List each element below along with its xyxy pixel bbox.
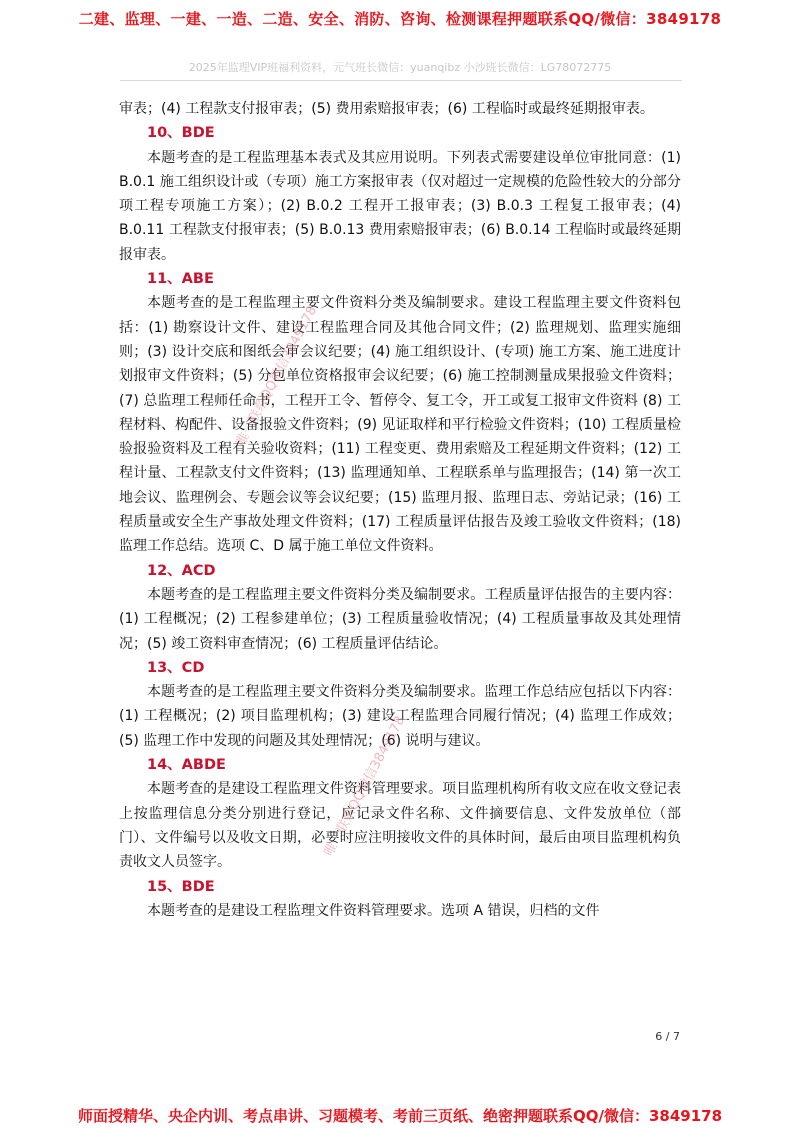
- answer-heading-12: 12、ACD: [147, 562, 216, 579]
- explanation-14: 本题考查的是建设工程监理文件资料管理要求。项目监理机构所有收文应在收文登记表上按监理信息分类分别进行登记，应记录文件名称、文件摘要信息、文件发放单位（部门）、文件编号以及收文日期，必要时应注明接收文件的具体时间，最后由项目监理机构负责收文人员签字。: [119, 781, 681, 871]
- answer-heading-13: 13、CD: [147, 659, 205, 676]
- top-banner: 二建、监理、一建、一造、二造、安全、消防、咨询、检测课程押题联系QQ/微信：3849178: [78, 10, 722, 28]
- document-body: [119, 97, 681, 923]
- paragraph-continued: 审表；(4) 工程款支付报审表；(5) 费用索赔报审表；(6) 工程临时或最终延期报审表。: [119, 101, 654, 117]
- explanation-12: 本题考查的是工程监理主要文件资料分类及编制要求。工程质量评估报告的主要内容：(1) 工程概况；(2) 工程参建单位；(3) 工程质量验收情况；(4) 工程质量事故及其处理情况；(5) 竣工资料审查情况；(6) 工程质量评估结论。: [119, 586, 681, 652]
- explanation-11: 本题考查的是工程监理主要文件资料分类及编制要求。建设工程监理主要文件资料包括：(1) 勘察设计文件、建设工程监理合同及其他合同文件；(2) 监理规划、监理实施细则；(3) 设计交底和图纸会审会议纪要；(4) 施工组织设计、(专项) 施工方案、施工进度计划报审文件资料；(5) 分包单位资格报审会议纪要；(6) 施工控制测量成果报验文件资料；(7) 总监理工程师任命书，工程开工令、暂停令、复工令，开工或复工报审文件资料 (8) 工程材料、构配件、设备报验文件资料；(9) 见证取样和平行检验文件资料；(10) 工程质量检验报验资料及工程有关验收资料；(11) 工程变更、费用索赔及工程延期文件资料；(12) 工程计量、工程款支付文件资料；(13) 监理通知单、工程联系单与监理报告；(14) 第一次工地会议、监理例会、专题会议等会议纪要；(15) 监理月报、监理日志、旁站记录；(16) 工程质量或安全生产事故处理文件资料；(17) 工程质量评估报告及竣工验收文件资料；(18) 监理工作总结。选项 C、D 属于施工单位文件资料。: [119, 295, 681, 555]
- answer-heading-11: 11、ABE: [147, 271, 214, 288]
- explanation-15: 本题考查的是建设工程监理文件资料管理要求。选项 A 错误，归档的文件: [147, 902, 600, 919]
- watermark-lower: 唯一联系QQ微信3849178: [321, 713, 409, 859]
- answer-heading-14: 14、ABDE: [147, 757, 226, 774]
- watermark: 唯一联系QQ微信3849178: [233, 303, 321, 449]
- header-divider: [120, 80, 682, 81]
- explanation-13: 本题考查的是工程监理主要文件资料分类及编制要求。监理工作总结应包括以下内容：(1) 工程概况；(2) 项目监理机构；(3) 建设工程监理合同履行情况；(4) 监理工作成效；(5) 监理工作中发现的问题及其处理情况；(6) 说明与建议。: [119, 684, 681, 749]
- answer-heading-15: 15、BDE: [147, 878, 215, 895]
- bottom-banner: 师面授精华、央企内训、考点串讲、习题模考、考前三页纸、绝密押题联系QQ/微信：3849178: [77, 1107, 723, 1125]
- page-number: 6 / 7: [655, 1030, 680, 1043]
- explanation-10: 本题考查的是工程监理基本表式及其应用说明。下列表式需要建设单位审批同意：(1) B.0.1 施工组织设计或（专项）施工方案报审表（仅对超过一定规模的危险性较大的分部分项工程专项施工方案）；(2) B.0.2 工程开工报审表；(3) B.0.3 工程复工报审表；(4) B.0.11 工程款支付报审表；(5) B.0.13 费用索赔报审表；(6) B.0.14 工程临时或最终延期报审表。: [119, 149, 681, 263]
- page-header-note: 2025年监理VIP班福利资料，元气班长微信：yuanqibz 小沙班长微信：LG78072775: [188, 61, 612, 74]
- answer-heading-10: 10、BDE: [147, 125, 215, 142]
